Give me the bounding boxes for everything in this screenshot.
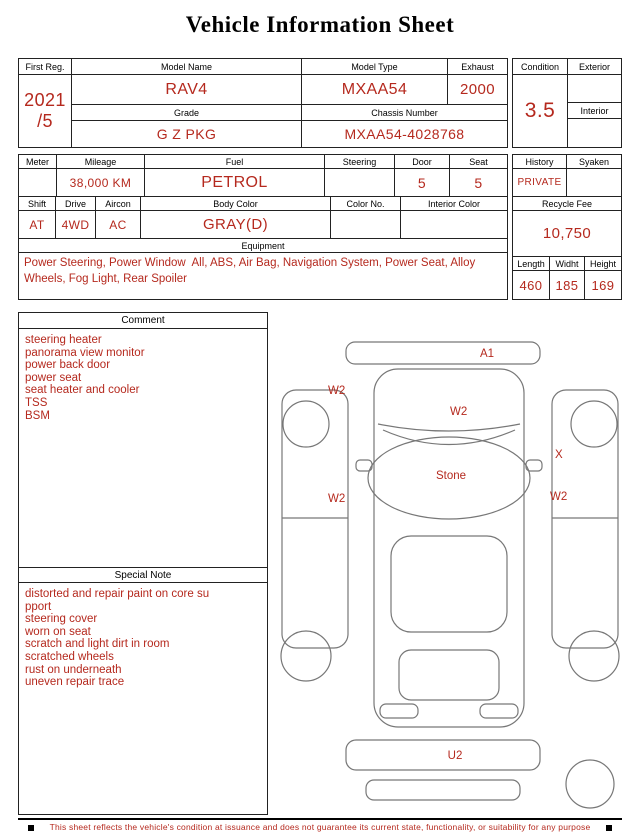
chassis-number-value: MXAA54-4028768: [344, 126, 465, 142]
recycle-fee-value: 10,750: [513, 211, 621, 257]
meter-label: Meter: [19, 155, 57, 169]
exhaust-label: Exhaust: [448, 59, 507, 75]
trunk-line: [378, 424, 520, 431]
comment-header: Comment: [19, 313, 267, 329]
lower-bumper-bar: [366, 780, 520, 800]
comment-line: BSM: [25, 409, 50, 422]
recycle-fee-label: Recycle Fee: [513, 197, 621, 211]
right-wheel-top: [571, 401, 617, 447]
fuel-label: Fuel: [145, 155, 325, 169]
page-title: Vehicle Information Sheet: [185, 12, 455, 37]
color-no-label: Color No.: [331, 197, 401, 211]
length-label: Length: [513, 257, 550, 271]
height-value: 169: [591, 277, 615, 293]
comment-line: TSS: [25, 396, 48, 409]
drive-value: 4WD: [56, 211, 96, 239]
damage-mark-u2: U2: [447, 750, 463, 762]
equipment-label: Equipment: [19, 239, 507, 253]
first-reg-year: 2021: [24, 90, 66, 111]
interior-color-value: [401, 211, 507, 239]
drive-label: Drive: [56, 197, 96, 211]
steering-value: [325, 169, 395, 197]
model-name-value: RAV4: [72, 75, 302, 105]
shift-value: AT: [19, 211, 56, 239]
equipment-value: Power Steering, Power Window All, ABS, Air Bag, Navigation System, Power Seat, Alloy Wheels, Fog Light, Rear Spoiler: [24, 257, 479, 285]
seat-label: Seat: [450, 155, 507, 169]
left-wheel-top: [283, 401, 329, 447]
history-label: History: [513, 155, 567, 169]
car-body-outline: [374, 369, 524, 727]
shift-label: Shift: [19, 197, 56, 211]
seat-value: 5: [450, 169, 507, 197]
interior-color-label: Interior Color: [401, 197, 507, 211]
right-side-panel: [552, 390, 618, 648]
mileage-value: 38,000 KM: [57, 169, 145, 197]
condition-value: 3.5: [524, 99, 556, 122]
rear-bumper: [346, 342, 540, 364]
history-table: [512, 154, 622, 300]
mileage-label: Mileage: [57, 155, 145, 169]
first-reg-month: /5: [37, 111, 53, 131]
special-note-header: Special Note: [19, 567, 267, 583]
car-diagram: [270, 312, 630, 815]
left-side-panel: [282, 390, 348, 648]
left-headlight: [380, 704, 418, 718]
length-value: 460: [513, 271, 550, 299]
special-note-line: steering cover: [25, 613, 98, 626]
body-color-value: GRAY(D): [141, 211, 331, 239]
special-note-line: scratched wheels: [25, 650, 114, 663]
model-type-label: Model Type: [302, 59, 448, 75]
steering-label: Steering: [325, 155, 395, 169]
specs-table: [18, 154, 508, 300]
right-headlight: [480, 704, 518, 718]
front-grille: [399, 650, 499, 700]
right-wheel-bottom: [569, 631, 619, 681]
special-note-body: [19, 583, 267, 814]
meter-value: [19, 169, 57, 197]
interior-value: [568, 119, 621, 147]
aircon-label: Aircon: [96, 197, 141, 211]
exhaust-value: 2000: [448, 75, 507, 105]
comment-body: [19, 329, 267, 567]
damage-mark-x-right: X: [555, 449, 563, 461]
width-label: Widht: [550, 257, 585, 271]
special-note-line: pport: [25, 600, 52, 613]
special-note-line: worn on seat: [25, 625, 91, 638]
door-value: 5: [395, 169, 450, 197]
footer-disclaimer: This sheet reflects the vehicle's condition at issuance and does not guarantee its current state, functionality, or suitability for any purpose: [49, 822, 591, 832]
special-note-line: scratch and light dirt in room: [25, 638, 170, 651]
first-reg-label: First Reg.: [19, 59, 71, 75]
interior-label: Interior: [568, 103, 621, 119]
left-wheel-bottom: [281, 631, 331, 681]
condition-table: [512, 58, 622, 148]
comment-line: power seat: [25, 371, 82, 384]
damage-mark-stone: Stone: [435, 470, 467, 482]
comment-line: power back door: [25, 359, 111, 372]
special-note-line: rust on underneath: [25, 663, 122, 676]
fuel-value: PETROL: [145, 169, 325, 197]
damage-mark-w2-rear-left: W2: [328, 385, 346, 397]
damage-mark-w2-right-door: W2: [550, 491, 568, 503]
special-note-line: distorted and repair paint on core su: [25, 588, 210, 600]
special-note-line: uneven repair trace: [25, 676, 125, 689]
front-bumper: [346, 740, 540, 770]
aircon-value: AC: [96, 211, 141, 239]
hood-panel: [391, 536, 507, 632]
syaken-label: Syaken: [567, 155, 621, 169]
spare-wheel: [566, 760, 614, 808]
body-color-label: Body Color: [141, 197, 331, 211]
model-type-value: MXAA54: [302, 75, 448, 105]
damage-mark-w2-left-door: W2: [328, 493, 346, 505]
grade-label: Grade: [72, 105, 302, 121]
damage-mark-a1: A1: [480, 348, 495, 360]
notes-panel: [18, 312, 268, 815]
comment-line: seat heater and cooler: [25, 384, 140, 397]
exterior-label: Exterior: [568, 59, 621, 75]
door-label: Door: [395, 155, 450, 169]
grade-value: G Z PKG: [72, 121, 302, 147]
model-name-label: Model Name: [72, 59, 302, 75]
width-value: 185: [550, 271, 585, 299]
footer-divider: [18, 818, 622, 820]
chassis-number-label: Chassis Number: [302, 105, 507, 121]
comment-line: panorama view monitor: [25, 346, 145, 359]
color-no-value: [331, 211, 401, 239]
identity-table: [18, 58, 508, 148]
height-label: Height: [585, 257, 621, 271]
syaken-value: [567, 169, 621, 197]
exterior-value: [568, 75, 621, 103]
damage-mark-w2-rear-center: W2: [450, 406, 468, 418]
history-value: PRIVATE: [513, 169, 567, 197]
comment-line: steering heater: [25, 334, 102, 346]
first-reg-value: [19, 75, 71, 147]
condition-label: Condition: [513, 59, 567, 75]
